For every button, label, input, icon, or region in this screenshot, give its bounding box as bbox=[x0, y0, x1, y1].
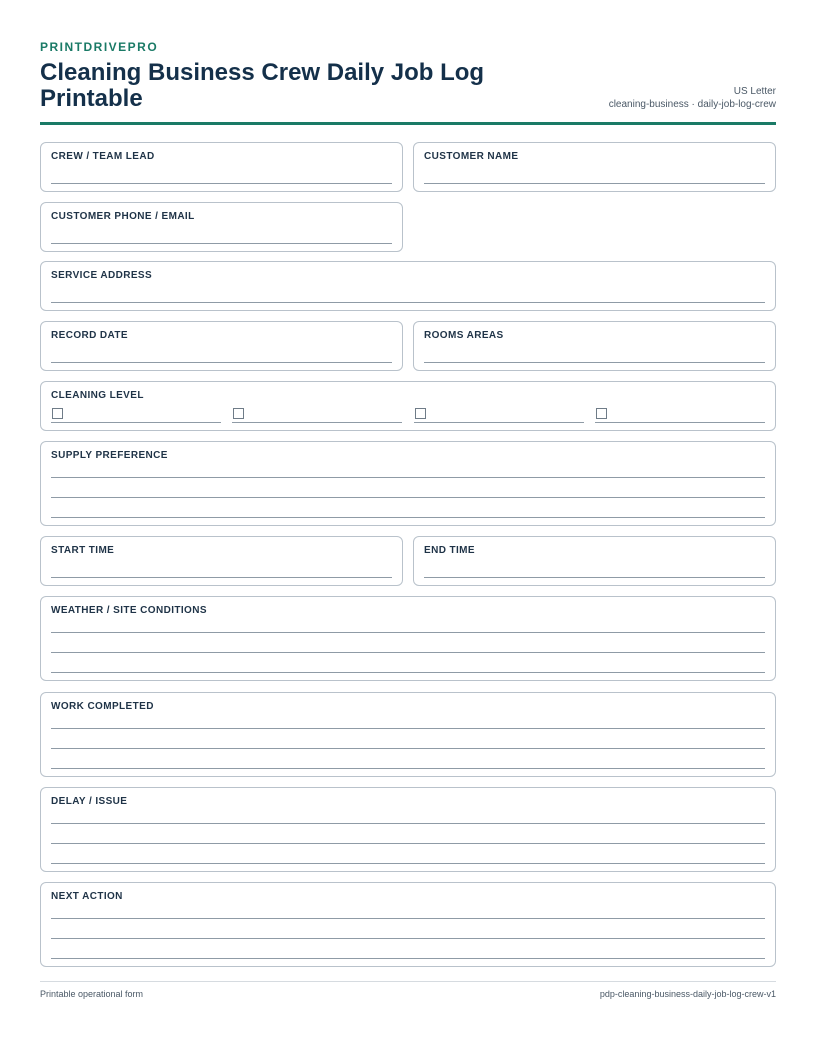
service-address-label: SERVICE ADDRESS bbox=[51, 270, 153, 281]
next-action-write-line-2[interactable] bbox=[51, 938, 765, 939]
crew-lead-write-line[interactable] bbox=[51, 183, 392, 184]
start-time-write-line[interactable] bbox=[51, 577, 392, 578]
delay-issue-label: DELAY / ISSUE bbox=[51, 796, 128, 807]
customer-contact-write-line[interactable] bbox=[51, 243, 392, 244]
delay-issue-write-line-2[interactable] bbox=[51, 843, 765, 844]
brand-name: PRINTDRIVEPRO bbox=[40, 40, 159, 54]
next-action-write-line-1[interactable] bbox=[51, 918, 765, 919]
work-completed-write-line-3[interactable] bbox=[51, 768, 765, 769]
supply-preference-label: SUPPLY PREFERENCE bbox=[51, 450, 168, 461]
next-action-label: NEXT ACTION bbox=[51, 891, 123, 902]
delay-issue-field[interactable] bbox=[40, 787, 776, 872]
weather-write-line-3[interactable] bbox=[51, 672, 765, 673]
cleaning-level-option-line-2[interactable] bbox=[232, 422, 402, 423]
rooms-areas-label: ROOMS AREAS bbox=[424, 330, 504, 341]
cleaning-level-checkbox-2[interactable] bbox=[233, 408, 244, 419]
weather-site-conditions-label: WEATHER / SITE CONDITIONS bbox=[51, 605, 207, 616]
customer-name-write-line[interactable] bbox=[424, 183, 765, 184]
cleaning-level-option-line-3[interactable] bbox=[414, 422, 584, 423]
service-address-field[interactable] bbox=[40, 261, 776, 311]
work-completed-write-line-2[interactable] bbox=[51, 748, 765, 749]
end-time-field[interactable] bbox=[413, 536, 776, 586]
rooms-areas-field[interactable] bbox=[413, 321, 776, 371]
cleaning-level-checkbox-1[interactable] bbox=[52, 408, 63, 419]
page-title: Cleaning Business Crew Daily Job Log Printable bbox=[40, 59, 485, 112]
header-rule bbox=[40, 122, 776, 125]
crew-lead-field[interactable] bbox=[40, 142, 403, 192]
cleaning-level-option-line-4[interactable] bbox=[595, 422, 765, 423]
weather-site-conditions-field[interactable] bbox=[40, 596, 776, 681]
cleaning-level-field bbox=[40, 381, 776, 431]
customer-contact-label: CUSTOMER PHONE / EMAIL bbox=[51, 211, 195, 222]
weather-write-line-2[interactable] bbox=[51, 652, 765, 653]
footer-rule bbox=[40, 981, 776, 982]
weather-write-line-1[interactable] bbox=[51, 632, 765, 633]
next-action-write-line-3[interactable] bbox=[51, 958, 765, 959]
end-time-write-line[interactable] bbox=[424, 577, 765, 578]
footer-note: Printable operational form bbox=[40, 989, 144, 999]
supply-preference-write-line-1[interactable] bbox=[51, 477, 765, 478]
work-completed-write-line-1[interactable] bbox=[51, 728, 765, 729]
record-date-label: RECORD DATE bbox=[51, 330, 128, 341]
next-action-field[interactable] bbox=[40, 882, 776, 967]
supply-preference-write-line-2[interactable] bbox=[51, 497, 765, 498]
cleaning-level-option-line-1[interactable] bbox=[51, 422, 221, 423]
delay-issue-write-line-3[interactable] bbox=[51, 863, 765, 864]
record-date-write-line[interactable] bbox=[51, 362, 392, 363]
rooms-areas-write-line[interactable] bbox=[424, 362, 765, 363]
record-date-field[interactable] bbox=[40, 321, 403, 371]
supply-preference-field[interactable] bbox=[40, 441, 776, 526]
cleaning-level-checkbox-4[interactable] bbox=[596, 408, 607, 419]
form-slug: cleaning-business · daily-job-log-crew bbox=[608, 99, 776, 110]
end-time-label: END TIME bbox=[424, 545, 475, 556]
cleaning-level-label: CLEANING LEVEL bbox=[51, 390, 144, 401]
form-version-id: pdp-cleaning-business-daily-job-log-crew-v1 bbox=[599, 989, 776, 999]
crew-lead-label: CREW / TEAM LEAD bbox=[51, 151, 155, 162]
page-meta bbox=[609, 85, 776, 111]
work-completed-field[interactable] bbox=[40, 692, 776, 777]
work-completed-label: WORK COMPLETED bbox=[51, 701, 154, 712]
start-time-field[interactable] bbox=[40, 536, 403, 586]
paper-size: US Letter bbox=[733, 86, 776, 97]
customer-contact-field[interactable] bbox=[40, 202, 403, 252]
service-address-write-line[interactable] bbox=[51, 302, 765, 303]
customer-name-label: CUSTOMER NAME bbox=[424, 151, 519, 162]
start-time-label: START TIME bbox=[51, 545, 115, 556]
cleaning-level-checkbox-3[interactable] bbox=[415, 408, 426, 419]
customer-name-field[interactable] bbox=[413, 142, 776, 192]
delay-issue-write-line-1[interactable] bbox=[51, 823, 765, 824]
supply-preference-write-line-3[interactable] bbox=[51, 517, 765, 518]
